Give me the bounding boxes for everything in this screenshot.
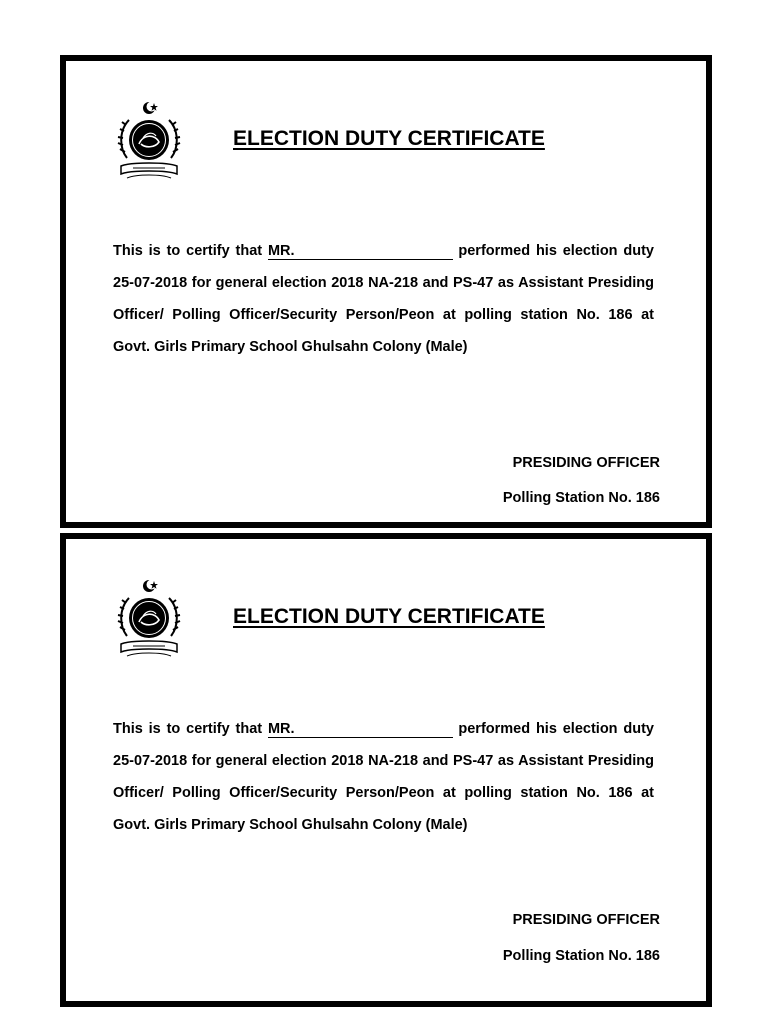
election-commission-emblem-icon [113,100,185,190]
signatory-station: Polling Station No. 186 [502,490,660,506]
name-blank-field [268,721,453,738]
certificate-body [113,235,654,363]
certificate-body-rest: performed his election duty 25-07-2018 for general election 2018 NA-218 and PS-47 as Assistant Presiding Officer/ Polling Officer/Security Person/Peon at polling station No. 186 at Govt. Girls Primary School Ghulsahn Colony (Male) [113,721,654,833]
certificate-title: ELECTION DUTY CERTIFICATE [233,605,545,628]
name-prefix: MR. [267,721,295,737]
signatory-title: PRESIDING OFFICER [512,912,660,928]
name-prefix: MR. [267,243,295,259]
election-commission-emblem-icon [113,578,185,668]
certificate-intro: This is to certify that [113,721,268,737]
certificate-card [60,55,712,528]
signatory-title: PRESIDING OFFICER [512,455,660,471]
name-blank-line [295,732,453,733]
certificate-card [60,533,712,1007]
certificate-title: ELECTION DUTY CERTIFICATE [233,127,545,150]
certificate-body-rest: performed his election duty 25-07-2018 for general election 2018 NA-218 and PS-47 as Assistant Presiding Officer/ Polling Officer/Security Person/Peon at polling station No. 186 at Govt. Girls Primary School Ghulsahn Colony (Male) [113,243,654,355]
certificate-body [113,713,654,841]
name-blank-line [295,254,453,255]
name-blank-field [268,243,453,260]
signatory-station: Polling Station No. 186 [502,948,660,964]
certificate-intro: This is to certify that [113,243,268,259]
